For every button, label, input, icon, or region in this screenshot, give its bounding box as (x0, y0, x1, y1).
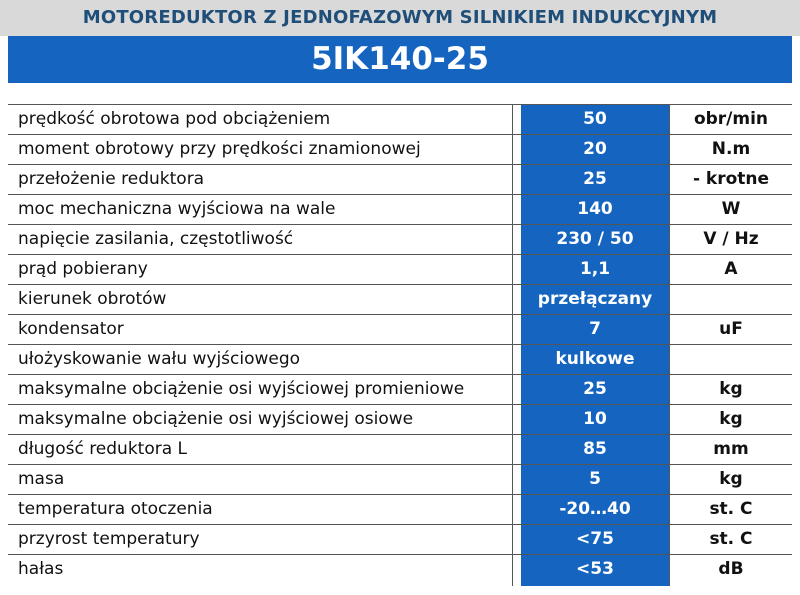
spec-value: 5 (521, 465, 669, 494)
spec-value: <53 (521, 555, 669, 586)
document-title: MOTOREDUKTOR Z JEDNOFAZOWYM SILNIKIEM INDUKCYJNYM (0, 0, 800, 36)
spec-unit: obr/min (669, 105, 792, 134)
spec-param: przyrost temperatury (8, 525, 513, 554)
spec-param: masa (8, 465, 513, 494)
spec-param: moc mechaniczna wyjściowa na wale (8, 195, 513, 224)
spec-row (8, 135, 792, 165)
spec-unit: kg (669, 405, 792, 434)
spec-row (8, 165, 792, 195)
spec-param: maksymalne obciążenie osi wyjściowej osiowe (8, 405, 513, 434)
spec-unit: st. C (669, 495, 792, 524)
spec-unit: kg (669, 375, 792, 404)
spec-row (8, 255, 792, 285)
spec-param: długość reduktora L (8, 435, 513, 464)
spec-row (8, 405, 792, 435)
spec-row (8, 555, 792, 586)
spec-param: temperatura otoczenia (8, 495, 513, 524)
spec-param: maksymalne obciążenie osi wyjściowej promieniowe (8, 375, 513, 404)
spec-row (8, 225, 792, 255)
spec-row (8, 495, 792, 525)
spec-param: napięcie zasilania, częstotliwość (8, 225, 513, 254)
spec-param: hałas (8, 555, 513, 586)
spec-value: 20 (521, 135, 669, 164)
spec-unit: - krotne (669, 165, 792, 194)
spec-unit (669, 285, 792, 314)
spec-row (8, 315, 792, 345)
spec-param: prąd pobierany (8, 255, 513, 284)
spec-value: 25 (521, 375, 669, 404)
spec-row (8, 285, 792, 315)
spec-value: 85 (521, 435, 669, 464)
spec-param: kierunek obrotów (8, 285, 513, 314)
spec-row (8, 345, 792, 375)
spec-param: ułożyskowanie wału wyjściowego (8, 345, 513, 374)
spec-value: 7 (521, 315, 669, 344)
spec-unit: V / Hz (669, 225, 792, 254)
spec-unit: kg (669, 465, 792, 494)
spec-value: 1,1 (521, 255, 669, 284)
spec-param: kondensator (8, 315, 513, 344)
spec-unit: A (669, 255, 792, 284)
spec-value: 230 / 50 (521, 225, 669, 254)
spec-row (8, 525, 792, 555)
spec-row (8, 375, 792, 405)
spec-value: 25 (521, 165, 669, 194)
spec-unit (669, 345, 792, 374)
spec-row (8, 195, 792, 225)
spec-unit: N.m (669, 135, 792, 164)
spec-unit: mm (669, 435, 792, 464)
spec-table (8, 104, 792, 586)
spec-param: prędkość obrotowa pod obciążeniem (8, 105, 513, 134)
spec-value: -20…40 (521, 495, 669, 524)
spec-row (8, 465, 792, 495)
spec-unit: W (669, 195, 792, 224)
spec-value: przełączany (521, 285, 669, 314)
spec-row (8, 435, 792, 465)
spec-param: przełożenie reduktora (8, 165, 513, 194)
spec-value: kulkowe (521, 345, 669, 374)
spec-unit: dB (669, 555, 792, 586)
spec-value: <75 (521, 525, 669, 554)
spec-unit: uF (669, 315, 792, 344)
spec-value: 140 (521, 195, 669, 224)
spec-row (8, 105, 792, 135)
spec-value: 10 (521, 405, 669, 434)
spec-param: moment obrotowy przy prędkości znamionowej (8, 135, 513, 164)
model-name: 5IK140-25 (8, 36, 792, 83)
spec-unit: st. C (669, 525, 792, 554)
spec-value: 50 (521, 105, 669, 134)
